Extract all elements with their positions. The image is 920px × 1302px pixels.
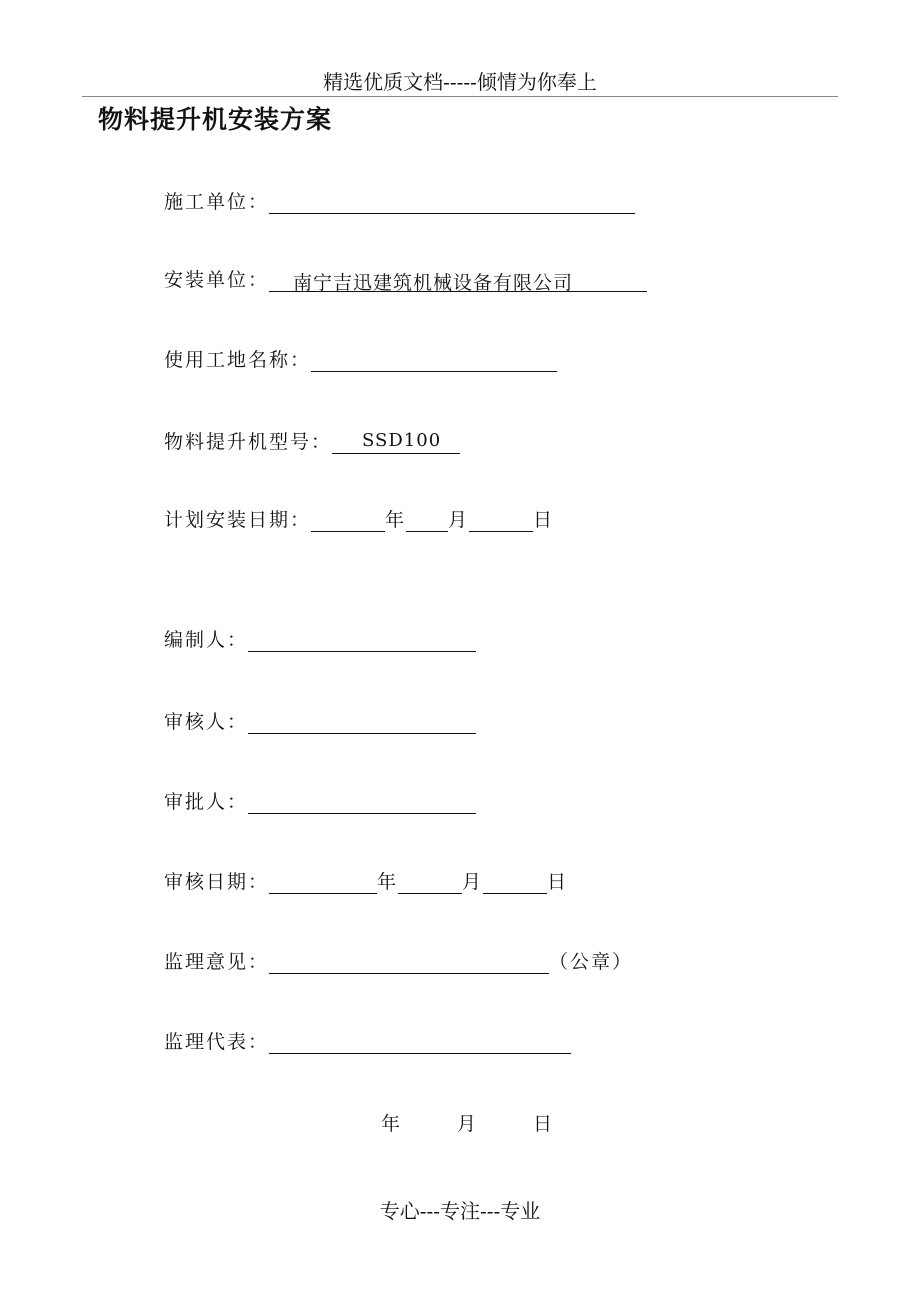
plan-date-year-label: 年 (385, 509, 407, 531)
model-field[interactable] (332, 430, 460, 454)
review-date-day-field[interactable] (483, 871, 547, 894)
supervision-opinion-label: 监理意见： (164, 951, 270, 973)
install-unit-label: 安装单位： (164, 269, 270, 291)
reviewer-row (164, 706, 476, 734)
signature-year-label: 年 (381, 1113, 401, 1135)
page-header: 精选优质文档-----倾情为你奉上 (323, 70, 597, 94)
compiler-row (164, 624, 476, 652)
approver-field[interactable] (248, 791, 476, 814)
model-value: SSD100 (362, 430, 442, 451)
review-date-row (164, 866, 568, 894)
site-name-field[interactable] (311, 349, 557, 372)
review-date-month-field[interactable] (398, 871, 462, 894)
compiler-label: 编制人： (164, 629, 249, 651)
seal-note: （公章） (549, 951, 634, 973)
model-label: 物料提升机型号： (164, 431, 333, 453)
document-title: 物料提升机安装方案 (98, 105, 333, 134)
plan-date-label: 计划安装日期： (164, 509, 312, 531)
supervision-rep-field[interactable] (269, 1031, 571, 1054)
review-date-year-field[interactable] (269, 871, 377, 894)
supervision-rep-label: 监理代表： (164, 1031, 270, 1053)
model-row (164, 426, 460, 454)
construction-unit-field[interactable] (269, 191, 635, 214)
signature-month-label: 月 (457, 1113, 477, 1135)
supervision-rep-row (164, 1026, 571, 1054)
header-divider (82, 96, 838, 97)
install-unit-row (164, 264, 647, 292)
construction-unit-label: 施工单位： (164, 191, 270, 213)
review-date-day-label: 日 (547, 871, 569, 893)
compiler-field[interactable] (248, 629, 476, 652)
supervision-opinion-field[interactable] (269, 951, 549, 974)
site-name-row (164, 344, 557, 372)
plan-date-day-label: 日 (533, 509, 555, 531)
review-date-label: 审核日期： (164, 871, 270, 893)
plan-date-day-field[interactable] (469, 509, 533, 532)
plan-date-month-label: 月 (448, 509, 470, 531)
plan-date-row (164, 504, 554, 532)
supervision-opinion-row (164, 946, 633, 974)
install-unit-field[interactable] (269, 268, 647, 292)
plan-date-month-field[interactable] (406, 509, 448, 532)
reviewer-field[interactable] (248, 711, 476, 734)
plan-date-year-field[interactable] (311, 509, 385, 532)
review-date-month-label: 月 (462, 871, 484, 893)
approver-row (164, 786, 476, 814)
install-unit-value: 南宁吉迅建筑机械设备有限公司 (293, 272, 574, 294)
construction-unit-row (164, 186, 635, 214)
reviewer-label: 审核人： (164, 711, 249, 733)
signature-day-label: 日 (533, 1113, 553, 1135)
approver-label: 审批人： (164, 791, 249, 813)
site-name-label: 使用工地名称： (164, 349, 312, 371)
page-footer: 专心---专注---专业 (379, 1199, 541, 1223)
review-date-year-label: 年 (377, 871, 399, 893)
